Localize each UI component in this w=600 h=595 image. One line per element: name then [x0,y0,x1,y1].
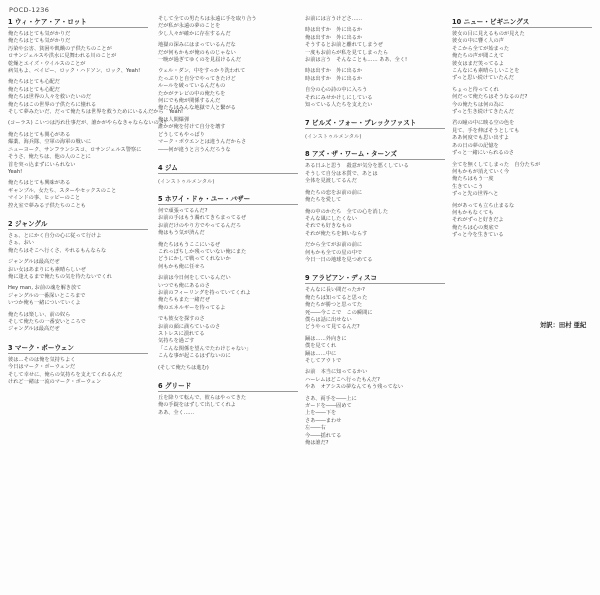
lyric-line: ああ、全く…… [158,409,195,416]
lyric-stanza [305,287,445,331]
song-title: 2 ジャングル [8,218,148,230]
lyrics-column-2 [158,16,298,586]
lyric-line: (コーラス) こいつは汚れ仕事だが、誰かがやらなきゃならないのさ! [8,120,167,127]
lyric-line: ルールを破っているんだもの [158,83,226,90]
lyric-line: 誰かが俺を付けて自分を壊す [158,124,226,131]
lyric-line: Hey man, お前の魂を解き放て [8,285,82,292]
lyric-line: 爆薬、海兵隊、空軍の海軍の戦いに [8,139,92,146]
lyric-line: そして幸せに、俺らの気持ちを支えてくれるんだ [8,371,123,378]
lyric-stanza [158,395,298,417]
lyric-line: たっぷりと自分でやってきたけど [158,75,236,82]
lyric-line: 「こんな関係を望んでたわけじゃない」 [158,345,252,352]
lyric-line: そして夢みたいだ、だって俺たちは世界を救うためにいるんだから Yeah! [8,109,184,116]
lyric-line: 今の俺たちは何の為に [452,101,504,108]
lyric-line: 俺たちはとても心配だ [8,86,60,93]
lyric-stanza [452,120,592,157]
lyric-stanza [158,42,298,64]
lyric-stanza [158,316,298,360]
lyric-line: 俺たちが勝つと思ってた [305,302,363,309]
song-block [158,380,298,417]
lyric-line: そして俺たちの一番安いところで [8,319,86,325]
lyric-line: こんな事が起こるはずないのに [158,353,231,360]
lyric-stanza [8,79,184,116]
lyric-line: マインドの事、ヒッピーのこと [8,195,81,202]
lyric-line: 何にでも俺が関係するんだ [158,98,221,105]
lyric-line: ああ何度でも思い出すよ [452,135,510,142]
lyric-line: 汚染や公害、貧困や飢餓の子供たちのことが [8,45,112,52]
song-block [158,162,298,185]
lyric-stanza [158,16,298,38]
lyric-line: 俺たちはとても心配だ [8,79,60,86]
lyric-stanza [8,132,148,176]
song-block [452,16,592,240]
lyric-line: 何で頑張ってるんだ? [158,207,208,214]
lyric-line: そうして自分は本質で、あとは [305,170,378,177]
lyric-line: 地獄の深みにはまっているんだな [158,42,236,49]
lyric-line: お前のフィーリングを持っていてくれよ [158,289,251,296]
lyric-line: そんなに長い間だったか? [305,287,365,294]
lyric-line: 一晩が過ぎてゆくのを見届けるんだ [158,57,242,64]
lyric-line: どうにかして戦ってくれないか [158,256,231,263]
lyric-line: お前は今日何をしているんだい [158,275,231,282]
lyric-stanza [305,190,445,205]
song-title: 7 ビルズ・フォー・ブレックファスト [305,117,445,129]
lyric-line: ある日ふと思う 殺意が気分を悪くしている [305,163,409,170]
lyric-stanza [452,162,592,199]
lyric-line: そうするとお前と離れてしまうぜ [305,42,383,49]
lyric-line: あの日の夢の記憶を [452,142,499,149]
lyric-line: どうやって見てるんだ? [305,324,360,331]
lyric-line: 生きていこう [452,183,484,190]
lyric-line: いつか俺も一緒についていくよ [8,300,81,307]
lyric-line: 首を突っ込まずにいられない [8,161,76,168]
lyric-line: ずっと生き続けてきたんだ [452,109,514,116]
song-block [158,16,298,154]
lyric-line: 何もかもが消えていく今 [452,168,510,175]
lyric-line: 左――右 [305,425,326,432]
song-title: 8 アズ・ザ・ワーム・ターンズ [305,148,445,160]
lyric-line: 俺たちを愛して [305,197,342,204]
lyric-stanza [8,233,148,255]
lyric-line: そんな風にしたくない [305,215,357,222]
lyric-line: そうさ、俺たちは、他の人のことに [8,154,91,161]
lyric-stanza [158,208,298,238]
lyric-line: 僕らは話に出せない [305,316,352,323]
lyric-line: 君の瞳の中に映る空の色を [452,120,515,127]
lyric-line: お前には言うけどさ…… [305,16,363,22]
lyric-line: 一度もお前らが私を見てしまったら [305,49,389,56]
lyric-line: 死――今ここで この瞬間に [305,309,373,316]
lyric-line: 俺たちの声が聞こえて [452,53,504,60]
lyric-stanza [305,16,445,23]
lyric-line: 俺は誰だ? [305,440,329,447]
lyric-line: 何もかもなくても [452,209,494,216]
song-title: 3 マーク・ボーウェン [8,342,148,354]
lyric-stanza [8,312,148,334]
lyric-line: 俺のエネルギーを待ってるよ [158,304,226,311]
lyric-line: それが俺たちを飼いならす [305,230,368,237]
lyric-line: ストレスに潰れてる [158,331,205,337]
lyric-line: 彼女はまだ笑ってるよ [452,60,504,67]
lyric-line: ロサンジェルスや洪水に見舞われる川のことが [8,53,117,60]
lyric-line: 俺たちはもう一度 [452,176,494,183]
song-block [305,272,445,447]
lyric-line: 俺は人間爆弾 [158,116,190,123]
lyric-line: さぁ、おい [8,240,34,247]
lyric-stanza [8,180,148,210]
lyric-stanza [158,68,298,112]
song-title: 10 ニュー・ビギニングス [452,16,592,28]
lyric-line: それにみせかけしにしている [305,94,373,101]
lyric-line: さあ――まわせ [305,417,342,424]
song-title: 6 グリード [158,380,298,392]
song-block [305,117,445,140]
lyric-line: 俺に逢えるまで俺たちの気を待たないでくれ [8,273,112,280]
lyric-line: 全てを無くしてしまった 自分たちが [452,161,541,168]
lyric-line: 俺の手錠をはずして出してくれよ [158,402,236,409]
lyric-stanza [452,87,592,117]
lyrics-column-4 [452,16,592,586]
lyric-line: だが何もかもが俺のものじゃない [158,49,236,56]
lyric-stanza [158,365,298,372]
lyric-line: これっぽちしか残っていない俺にまた [158,248,247,255]
translator-credit: 対訳：田村 亜紀 [540,322,587,329]
song-title: 5 ホワイ・ドゥ・ユー・バザー [158,193,298,205]
song-block [8,218,148,334]
lyric-line: そして全ての男たちは永遠に手を取り合う [158,16,257,22]
lyric-line: 今日はマーク・ボーウェンだ [8,364,76,371]
lyric-line: だが私が永遠の夢のことを [158,23,221,30]
lyric-line: 何もかも俺に任せろ [158,263,205,270]
lyric-line: だから全てがお前の前に [305,242,363,249]
lyric-line: 彼女の中に響く人の声 [452,38,504,45]
lyric-line: お前は言う そんなことも…… ああ、全く! [305,57,408,64]
lyric-line: ずっと一緒にいられるのさ [452,150,514,157]
lyric-line: お前の顔に満ちているのさ [158,323,221,330]
lyric-line: ギャンブル、女たち、スターやセックスのこと [8,187,117,194]
lyric-stanza [158,242,298,272]
lyric-line: 俺たちは世界の人々を救いたいのだ [8,94,92,101]
lyric-line: ずっと先の世界へと [452,191,499,198]
lyric-line: (そして俺たちは進む) [158,364,209,371]
lyric-line: 俺たちは心の奥底で [452,224,499,231]
lyric-line: それがずっと好きだよ [452,217,504,224]
lyric-stanza [305,242,445,264]
lyric-line: さぁ、とにかく自分の心に従って行けよ [8,232,102,239]
lyric-stanza [8,285,148,307]
lyric-line: ずっと思い続けていたんだ [452,75,514,82]
lyric-stanza [8,357,148,387]
song-block [8,342,148,387]
lyric-line: 時は出すか 外に出るか [305,75,363,82]
lyric-line: お前 本当に知ってるかい [305,369,368,376]
lyric-stanza [305,68,445,83]
song-title: 9 アラビアン・ディスコ [305,272,445,284]
lyric-line: さあ、両手を――上に [305,395,357,402]
lyrics-column-3 [305,16,445,586]
lyric-line: 俺たちもまた一緒だぜ [158,297,210,304]
lyric-line: 控え室で夢みる子供たちのことも [8,202,86,209]
lyric-line: 上を――下を [305,410,337,417]
lyric-stanza [305,369,445,391]
lyric-line: 今日一日の地球を見つめてる [305,256,373,263]
lyric-line: ニューヨーク、サンフランシスコ、ロサンジェルス警察に [8,146,142,153]
lyric-stanza [305,27,445,64]
lyric-line: 踊は……外向きに [305,335,347,342]
lyric-stanza [8,120,167,127]
lyric-line: ジャングルは最高だぜ [8,326,60,333]
lyric-line: 彼女の目に見えるものが見えた [452,31,525,37]
lyric-line: Yeah! [8,168,23,175]
lyric-line: ずっと今を生きている [452,232,504,239]
lyric-stanza [158,117,298,154]
lyric-line: 俺たちはもうここにいるぜ [158,241,221,248]
lyric-line: 何もかも全ての星の中で [305,249,363,256]
lyric-line: 乾燥とエイズ・ウイルスのことが [8,60,86,67]
lyric-stanza [452,31,592,83]
lyric-line: お前だけのやり方でやってるんだろ [158,222,242,229]
lyric-line: 病気もよ、ベイビー、ロック・ハドソン、ロック、Yeah! [8,68,141,75]
catalog-number: POCD-1236 [9,6,50,14]
lyric-line: ちょっと待ってくれ [452,86,499,93]
lyric-line: 何だって俺たちはそうなるのだ? [452,94,528,101]
song-title: 4 ジム [158,162,298,174]
lyric-line: ガードを――固めて [305,403,352,410]
lyric-line: 気持ちを過ごす [158,338,195,345]
lyric-stanza [305,163,445,185]
lyric-line: ウェル・ダン、中をすっかり洗われて [158,68,246,75]
song-subtitle: (インストゥルメンタル) [305,134,362,141]
lyric-line: ジャングルの一番深いところまで [8,292,86,299]
lyric-line: 俺たちはそこへ行くさ、やれるもんならな [8,247,107,254]
lyric-line: 俺たちはこの世界の子供たちに憧れる [8,101,97,108]
song-block [305,16,445,109]
lyric-line: ハーレムはどこへ行ったもんだ? [305,376,380,383]
lyric-stanza [452,203,592,240]
lyric-line: 俺たちはとても興味がある [8,180,71,187]
lyric-line: 俺は出すか 外に出るか [305,34,363,41]
lyric-stanza [305,396,445,448]
lyric-line: 彼は…そのは俺を気持ちよく [8,356,76,363]
lyric-line: こんなにも素晴らしいことを [452,68,520,75]
lyric-line: 僕を見てくれ [305,343,337,350]
lyric-stanza [8,259,148,281]
song-block [305,148,445,264]
lyric-line: 少し人々が確かに存在するんだ [158,30,231,37]
lyric-line: 自分の心の詩の中に入ろう [305,87,368,94]
lyric-line: 知っている人たちを支えたい [305,102,373,109]
lyric-line: 俺たちはとても気がかりだ [8,38,71,45]
song-block [158,193,298,372]
lyric-line: 丘を降りて転んで、彼らはやってきた [158,395,247,402]
lyric-line: 全体を見渡してるんだ [305,178,357,185]
lyric-stanza [305,87,445,109]
lyric-line: そこから全てが始まった [452,45,510,52]
lyric-line: いつでも俺にあるのさ [158,282,210,289]
lyric-line: 何があっても立ち止まるな [452,202,515,209]
lyric-line: 時は出すか 外に出るか [305,68,363,75]
lyric-line: 俺たちはとても関心がある [8,131,71,138]
lyric-line: 俺の中のかたち 全ての心を消した [305,208,389,215]
lyric-line: お前の手はもう濁れてきちまってるぜ [158,215,247,222]
lyric-stanza [305,336,445,366]
lyric-stanza [305,209,445,239]
lyric-line: 俺たちは知ってると思った [305,294,368,301]
lyric-line: ――何が違うと言うんだろうな [158,146,231,153]
song-title: 1 ウィ・ケア・ア・ロット [8,16,148,28]
lyric-line: けれど一緒は一流のマーク・ボーウェン [8,379,102,386]
lyric-line: やあ オアシスの夢なんてもう残ってない [305,384,404,391]
lyric-line: ジャングルは最高だぜ [8,259,60,266]
lyric-line: どうしてもやっぱり [158,131,205,138]
lyric-line: でも彼女を探すのさ [158,316,205,323]
lyric-line: 俺たちの恋をお前の前に [305,189,363,196]
lyric-line: そしてアウトで [305,358,342,364]
lyric-line: 俺たちはとても気がかりだ [8,31,71,37]
lyric-stanza [158,275,298,312]
lyric-line: 今――揺れてる [305,432,342,439]
lyric-line: 見て、手を伸ばそうとしても [452,127,520,134]
lyric-line: おい女はあまりにも素晴らしいぜ [8,266,86,273]
lyric-line: 俺たちは楽しい、前の奴ら [8,311,71,318]
lyric-stanza [8,31,148,75]
lyric-line: 俺はもう気が済んだ [158,230,205,237]
lyric-line: 時は出すか 外に出るか [305,27,363,34]
lyric-line: たかがテレビの中の俺たちを [158,90,226,97]
lyric-line: 踊は……中に [305,350,337,357]
lyric-line: それでも好きなもの [305,223,352,230]
lyric-line: 俺たちはみんな地獄で人と繋がる [158,105,236,112]
song-subtitle: (インストゥルメンタル) [158,178,215,185]
lyric-line: マーク・ボウエンとは違うんだからさ [158,139,247,146]
